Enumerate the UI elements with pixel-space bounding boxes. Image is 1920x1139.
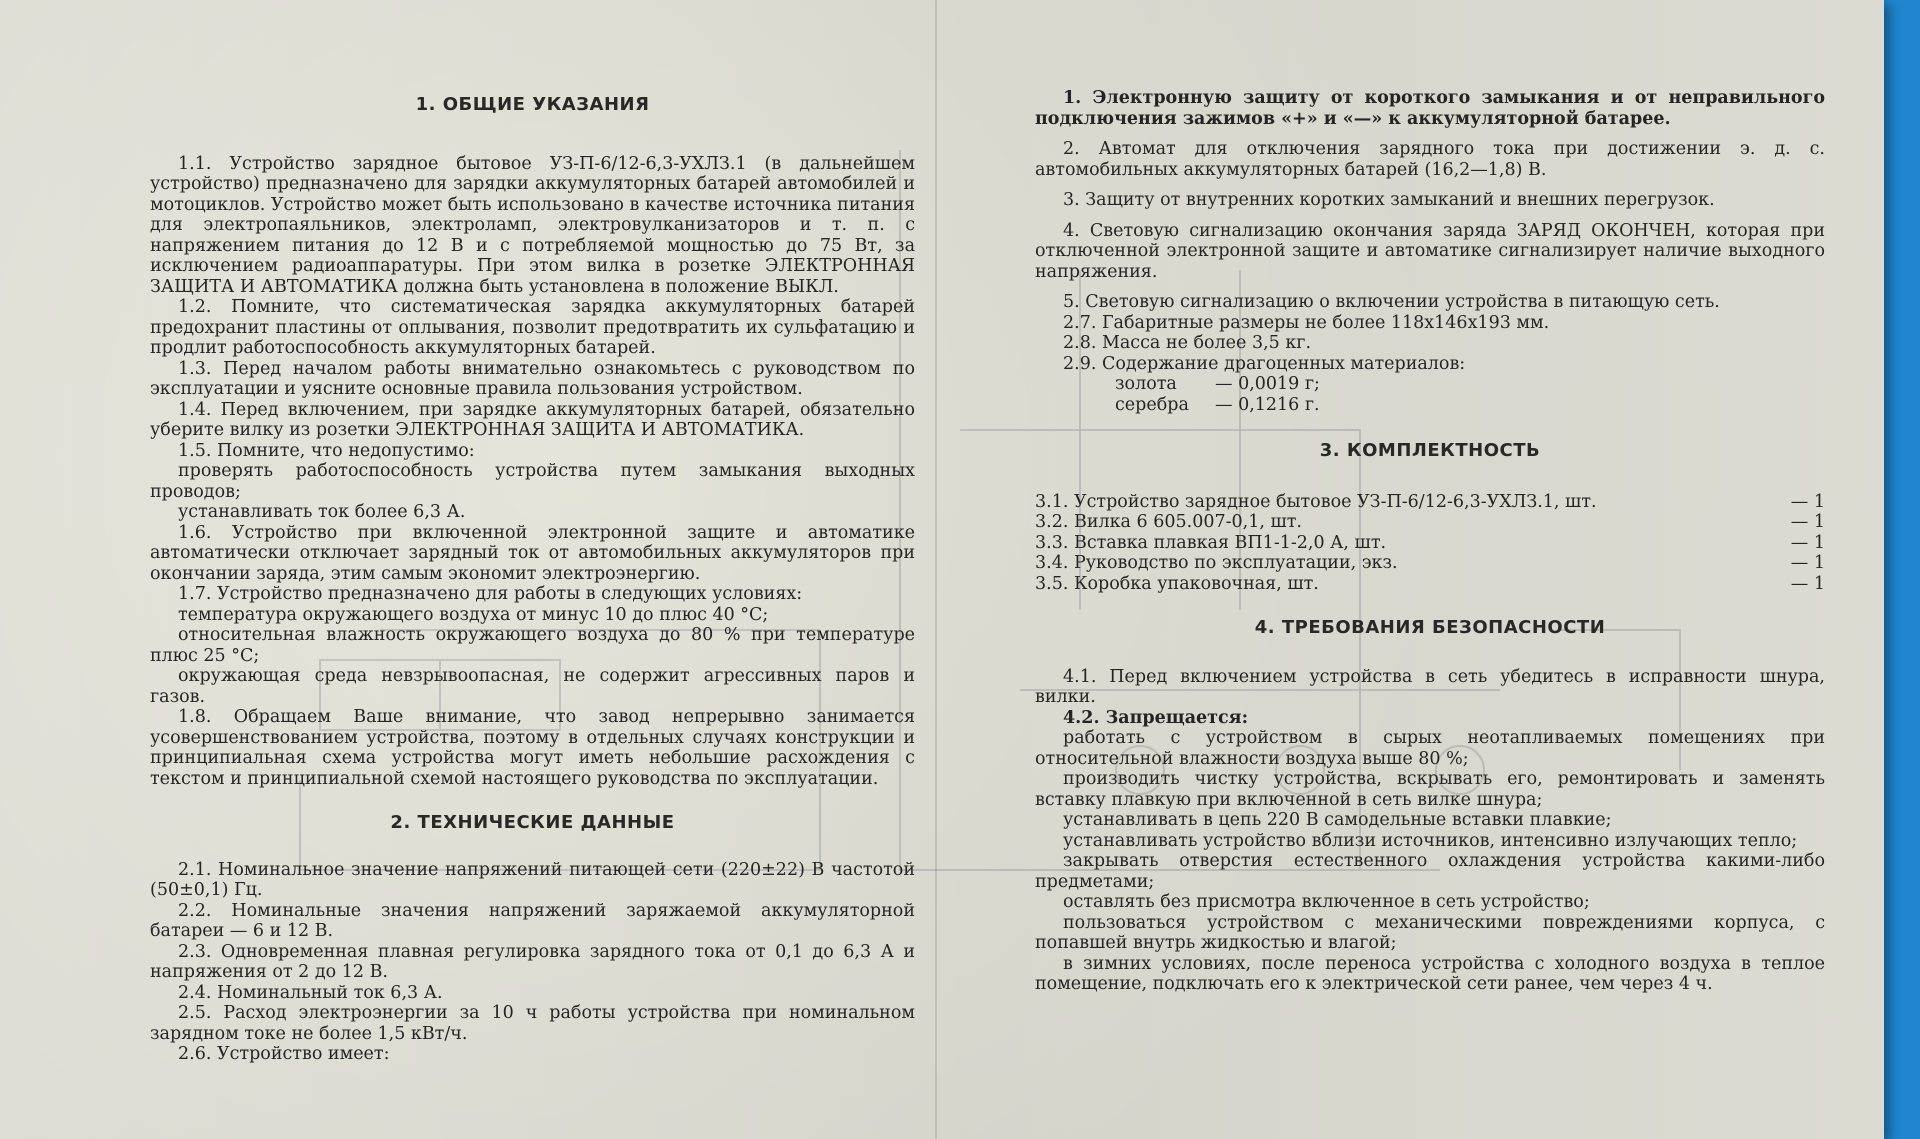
kit-item bbox=[1035, 553, 1825, 574]
paragraph-2-2: 2.2. Номинальные значения напряжений заряжаемой аккумуляторной батареи — 6 и 12 В. bbox=[150, 900, 915, 941]
feature-2: 2. Автомат для отключения зарядного тока при достижении э. д. с. автомобильных аккумуляторных батарей (16,2—1,8) В. bbox=[1035, 139, 1825, 180]
kit-item bbox=[1035, 574, 1825, 595]
material-silver-value: — 0,1216 г. bbox=[1215, 394, 1320, 415]
kit-item-text: 3.5. Коробка упаковочная, шт. bbox=[1035, 573, 1319, 594]
left-column bbox=[150, 95, 915, 1065]
condition-environment: окружающая среда невзрывоопасная, не содержит агрессивных паров и газов. bbox=[150, 666, 915, 707]
paragraph-2-7: 2.7. Габаритные размеры не более 118х146х193 мм. bbox=[1063, 312, 1550, 333]
paragraph-1-4: 1.4. Перед включением, при зарядке аккумуляторных батарей, обязательно уберите вилку из розетки ЭЛЕКТРОННАЯ ЗАЩИТА И АВТОМАТИКА. bbox=[150, 399, 915, 440]
kit-item-qty: — 1 bbox=[1790, 532, 1825, 553]
material-gold-value: — 0,0019 г; bbox=[1215, 374, 1320, 394]
condition-humidity: относительная влажность окружающего воздуха до 80 % при температуре плюс 25 °С; bbox=[150, 625, 915, 666]
kit-item-qty: — 1 bbox=[1790, 491, 1825, 512]
material-silver bbox=[1035, 395, 1825, 416]
paragraph-2-1: 2.1. Номинальное значение напряжений питающей сети (220±22) В частотой (50±0,1) Гц. bbox=[150, 859, 915, 900]
paragraph-2-6: 2.6. Устройство имеет: bbox=[178, 1044, 390, 1064]
paragraph-1-1: 1.1. Устройство зарядное бытовое УЗ-П-6/12-6,3-УХЛЗ.1 (в дальнейшем устройство) предназначено для зарядки аккумуляторных батарей автомобилей и мотоциклов. Устройство может быть использовано в качестве источника питания для электропаяльников, электроламп, электровулканизаторов и т. п. с напряжением питания до 12 В и с потребляемой мощностью до 75 Вт, за исключением радиоаппаратуры. При этом вилка в розетке ЭЛЕКТРОННАЯ ЗАЩИТА И АВТОМАТИКА должна быть установлена в положение ВЫКЛ. bbox=[150, 153, 915, 297]
paragraph-1-5: 1.5. Помните, что недопустимо: bbox=[178, 440, 475, 461]
prohibited-item-1: проверять работоспособность устройства путем замыкания выходных проводов; bbox=[150, 461, 915, 502]
kit-item-qty: — 1 bbox=[1790, 512, 1825, 532]
paragraph-2-8: 2.8. Масса не более 3,5 кг. bbox=[1063, 333, 1312, 353]
prohibition-item: закрывать отверстия естественного охлаждения устройства какими-либо предметами; bbox=[1035, 851, 1825, 892]
prohibited-item-2: устанавливать ток более 6,3 А. bbox=[178, 502, 466, 522]
paragraph-1-7: 1.7. Устройство предназначено для работы в следующих условиях: bbox=[178, 584, 803, 604]
kit-item-qty: — 1 bbox=[1790, 573, 1825, 594]
prohibition-item: устанавливать в цепь 220 В самодельные вставки плавкие; bbox=[1063, 810, 1612, 830]
paragraph-2-3: 2.3. Одновременная плавная регулировка зарядного тока от 0,1 до 6,3 А и напряжения от 2 до 12 В. bbox=[150, 941, 915, 982]
prohibition-item: устанавливать устройство вблизи источников, интенсивно излучающих тепло; bbox=[1063, 830, 1798, 851]
paragraph-2-9: 2.9. Содержание драгоценных материалов: bbox=[1063, 353, 1466, 374]
prohibition-item: пользоваться устройством с механическими повреждениями корпуса, с попавшей внутрь жидкостью и влагой; bbox=[1035, 912, 1825, 953]
kit-item bbox=[1035, 512, 1825, 533]
kit-item-qty: — 1 bbox=[1790, 553, 1825, 573]
section-4-heading: 4. ТРЕБОВАНИЯ БЕЗОПАСНОСТИ bbox=[1254, 617, 1606, 638]
feature-5: 5. Световую сигнализацию о включении устройства в питающую сеть. bbox=[1063, 292, 1720, 312]
kit-item-text: 3.3. Вставка плавкая ВП1-1-2,0 А, шт. bbox=[1035, 532, 1387, 553]
paragraph-2-4: 2.4. Номинальный ток 6,3 А. bbox=[178, 982, 443, 1003]
paragraph-4-1: 4.1. Перед включением устройства в сеть убедитесь в исправности шнура, вилки. bbox=[1035, 666, 1825, 707]
prohibition-item: производить чистку устройства, вскрывать его, ремонтировать и заменять вставку плавкую при включенной в сеть вилке шнура; bbox=[1035, 769, 1825, 810]
paragraph-2-5: 2.5. Расход электроэнергии за 10 ч работы устройства при номинальном зарядном токе не более 1,5 кВт/ч. bbox=[150, 1003, 915, 1044]
kit-item-text: 3.1. Устройство зарядное бытовое УЗ-П-6/12-6,3-УХЛЗ.1, шт. bbox=[1035, 491, 1597, 512]
section-1-heading: 1. ОБЩИЕ УКАЗАНИЯ bbox=[415, 94, 650, 115]
condition-temperature: температура окружающего воздуха от минус 10 до плюс 40 °С; bbox=[178, 604, 769, 625]
kit-item bbox=[1035, 492, 1825, 513]
material-gold bbox=[1035, 374, 1825, 395]
feature-1: 1. Электронную защиту от короткого замыкания и от неправильного подключения зажимов «+» и «—» к аккумуляторной батарее. bbox=[1035, 88, 1825, 129]
section-3-heading: 3. КОМПЛЕКТНОСТЬ bbox=[1319, 440, 1541, 461]
kit-item-text: 3.4. Руководство по эксплуатации, экз. bbox=[1035, 553, 1398, 573]
material-gold-name: золота bbox=[1115, 374, 1177, 394]
material-silver-name: серебра bbox=[1115, 394, 1189, 415]
prohibition-item: работать с устройством в сырых неотапливаемых помещениях при относительной влажности воздуха выше 80 %; bbox=[1035, 728, 1825, 769]
kit-item-text: 3.2. Вилка 6 605.007-0,1, шт. bbox=[1035, 512, 1302, 532]
prohibition-item: оставлять без присмотра включенное в сеть устройство; bbox=[1063, 892, 1590, 912]
section-2-heading: 2. ТЕХНИЧЕСКИЕ ДАННЫЕ bbox=[390, 812, 675, 833]
paragraph-1-3: 1.3. Перед началом работы внимательно ознакомьтесь с руководством по эксплуатации и уясните основные правила пользования устройством. bbox=[150, 358, 915, 399]
paragraph-1-2: 1.2. Помните, что систематическая зарядка аккумуляторных батарей предохранит пластины от оплывания, позволит предотвратить их сульфатацию и продлит работоспособность аккумуляторных батарей. bbox=[150, 297, 915, 358]
prohibition-item: в зимних условиях, после переноса устройства с холодного воздуха в теплое помещение, подключать его к электрической сети ранее, чем через 4 ч. bbox=[1035, 953, 1825, 994]
paragraph-4-2: 4.2. Запрещается: bbox=[1063, 707, 1249, 728]
paragraph-1-8: 1.8. Обращаем Ваше внимание, что завод непрерывно занимается усовершенствованием устройства, поэтому в отдельных случаях конструкции и принципиальная схема устройства могут иметь небольшие расхождения с текстом и принципиальной схемой настоящего руководства по эксплуатации. bbox=[150, 707, 915, 789]
kit-item bbox=[1035, 533, 1825, 554]
right-column bbox=[1035, 88, 1825, 995]
feature-3: 3. Защиту от внутренних коротких замыканий и внешних перегрузок. bbox=[1063, 190, 1715, 210]
paragraph-1-6: 1.6. Устройство при включенной электронной защите и автоматике автоматически отключает зарядный ток от автомобильных аккумуляторов при окончании заряда, этим самым экономит электроэнергию. bbox=[150, 522, 915, 584]
feature-4: 4. Световую сигнализацию окончания заряда ЗАРЯД ОКОНЧЕН, которая при отключенной электронной защите и автоматике сигнализирует наличие выходного напряжения. bbox=[1035, 220, 1825, 282]
